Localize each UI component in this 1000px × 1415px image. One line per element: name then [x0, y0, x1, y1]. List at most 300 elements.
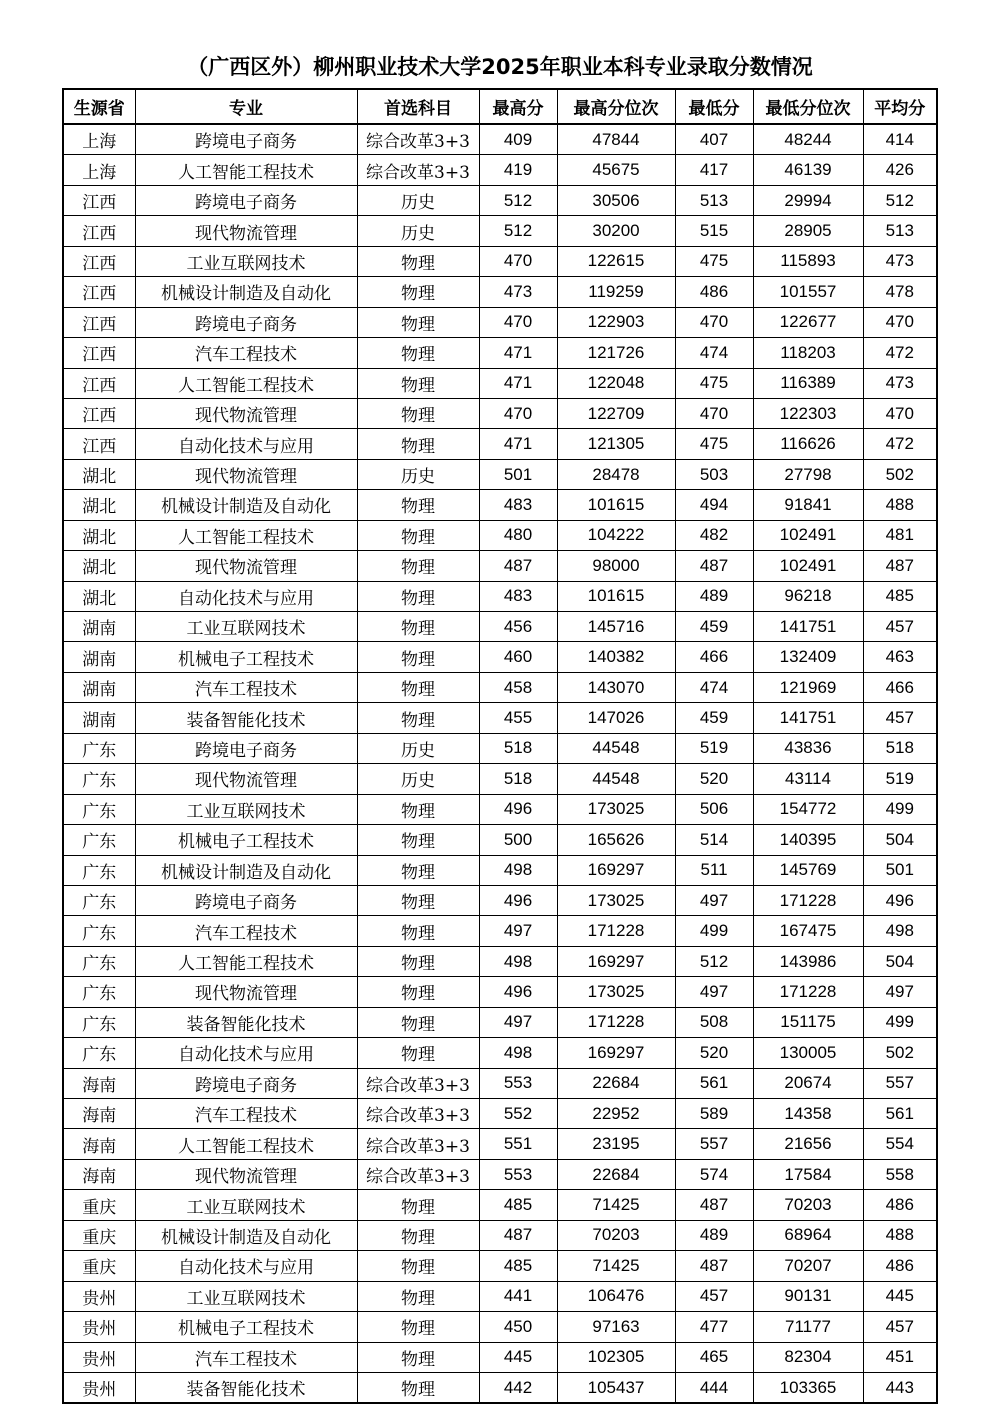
avg-score-cell: 473	[863, 368, 937, 398]
subject-cell: 综合改革3+3	[357, 124, 479, 155]
max-score-cell: 496	[479, 885, 557, 915]
province-cell: 贵州	[63, 1372, 135, 1403]
min-score-cell: 513	[675, 185, 753, 215]
min-rank-cell: 122677	[753, 307, 863, 337]
min-rank-cell: 20674	[753, 1068, 863, 1098]
column-header-max-rank: 最高分位次	[557, 89, 675, 124]
min-score-cell: 470	[675, 398, 753, 428]
max-rank-cell: 30506	[557, 185, 675, 215]
max-score-cell: 409	[479, 124, 557, 155]
province-cell: 广东	[63, 916, 135, 946]
max-score-cell: 483	[479, 490, 557, 520]
min-score-cell: 477	[675, 1312, 753, 1342]
admission-score-table	[62, 88, 938, 1404]
avg-score-cell: 497	[863, 977, 937, 1007]
major-cell: 工业互联网技术	[135, 246, 357, 276]
table-row	[63, 1342, 937, 1372]
max-score-cell: 498	[479, 946, 557, 976]
subject-cell: 综合改革3+3	[357, 155, 479, 185]
min-rank-cell: 21656	[753, 1129, 863, 1159]
avg-score-cell: 470	[863, 398, 937, 428]
province-cell: 广东	[63, 1007, 135, 1037]
major-cell: 现代物流管理	[135, 764, 357, 794]
subject-cell: 物理	[357, 977, 479, 1007]
avg-score-cell: 557	[863, 1068, 937, 1098]
province-cell: 广东	[63, 855, 135, 885]
min-rank-cell: 121969	[753, 672, 863, 702]
min-rank-cell: 130005	[753, 1038, 863, 1068]
min-score-cell: 503	[675, 459, 753, 489]
max-rank-cell: 169297	[557, 946, 675, 976]
max-score-cell: 500	[479, 825, 557, 855]
table-header-row	[63, 89, 937, 124]
min-rank-cell: 90131	[753, 1281, 863, 1311]
major-cell: 机械设计制造及自动化	[135, 855, 357, 885]
max-score-cell: 483	[479, 581, 557, 611]
province-cell: 湖南	[63, 672, 135, 702]
major-cell: 汽车工程技术	[135, 338, 357, 368]
min-rank-cell: 91841	[753, 490, 863, 520]
major-cell: 跨境电子商务	[135, 307, 357, 337]
max-score-cell: 487	[479, 1220, 557, 1250]
major-cell: 工业互联网技术	[135, 794, 357, 824]
min-score-cell: 444	[675, 1372, 753, 1403]
max-score-cell: 496	[479, 794, 557, 824]
province-cell: 湖北	[63, 459, 135, 489]
avg-score-cell: 501	[863, 855, 937, 885]
min-score-cell: 574	[675, 1159, 753, 1189]
avg-score-cell: 457	[863, 1312, 937, 1342]
subject-cell: 物理	[357, 490, 479, 520]
avg-score-cell: 518	[863, 733, 937, 763]
min-rank-cell: 17584	[753, 1159, 863, 1189]
subject-cell: 物理	[357, 338, 479, 368]
major-cell: 现代物流管理	[135, 216, 357, 246]
min-rank-cell: 43114	[753, 764, 863, 794]
major-cell: 自动化技术与应用	[135, 581, 357, 611]
max-rank-cell: 121305	[557, 429, 675, 459]
max-rank-cell: 22684	[557, 1068, 675, 1098]
avg-score-cell: 470	[863, 307, 937, 337]
min-rank-cell: 70203	[753, 1190, 863, 1220]
max-rank-cell: 22684	[557, 1159, 675, 1189]
min-rank-cell: 43836	[753, 733, 863, 763]
province-cell: 贵州	[63, 1312, 135, 1342]
province-cell: 湖北	[63, 551, 135, 581]
table-body	[63, 124, 937, 1403]
column-header-province: 生源省	[63, 89, 135, 124]
avg-score-cell: 512	[863, 185, 937, 215]
max-rank-cell: 122709	[557, 398, 675, 428]
province-cell: 广东	[63, 1038, 135, 1068]
subject-cell: 物理	[357, 672, 479, 702]
table-row	[63, 429, 937, 459]
province-cell: 广东	[63, 733, 135, 763]
min-score-cell: 512	[675, 946, 753, 976]
province-cell: 广东	[63, 885, 135, 915]
table-row	[63, 1068, 937, 1098]
major-cell: 机械设计制造及自动化	[135, 1220, 357, 1250]
max-score-cell: 480	[479, 520, 557, 550]
min-rank-cell: 96218	[753, 581, 863, 611]
min-score-cell: 459	[675, 703, 753, 733]
subject-cell: 历史	[357, 733, 479, 763]
major-cell: 人工智能工程技术	[135, 1129, 357, 1159]
min-score-cell: 487	[675, 551, 753, 581]
min-rank-cell: 132409	[753, 642, 863, 672]
province-cell: 江西	[63, 307, 135, 337]
table-row	[63, 216, 937, 246]
min-rank-cell: 143986	[753, 946, 863, 976]
table-row	[63, 764, 937, 794]
min-score-cell: 506	[675, 794, 753, 824]
min-rank-cell: 102491	[753, 520, 863, 550]
province-cell: 江西	[63, 429, 135, 459]
table-row	[63, 551, 937, 581]
min-score-cell: 457	[675, 1281, 753, 1311]
max-rank-cell: 173025	[557, 977, 675, 1007]
max-score-cell: 518	[479, 764, 557, 794]
avg-score-cell: 504	[863, 825, 937, 855]
major-cell: 现代物流管理	[135, 551, 357, 581]
column-header-min-rank: 最低分位次	[753, 89, 863, 124]
subject-cell: 物理	[357, 398, 479, 428]
min-score-cell: 520	[675, 764, 753, 794]
subject-cell: 物理	[357, 1281, 479, 1311]
max-rank-cell: 102305	[557, 1342, 675, 1372]
province-cell: 江西	[63, 398, 135, 428]
max-score-cell: 441	[479, 1281, 557, 1311]
column-header-avg-score: 平均分	[863, 89, 937, 124]
min-rank-cell: 27798	[753, 459, 863, 489]
major-cell: 装备智能化技术	[135, 1372, 357, 1403]
max-rank-cell: 98000	[557, 551, 675, 581]
min-rank-cell: 116389	[753, 368, 863, 398]
major-cell: 跨境电子商务	[135, 1068, 357, 1098]
column-header-subject: 首选科目	[357, 89, 479, 124]
major-cell: 汽车工程技术	[135, 672, 357, 702]
max-score-cell: 470	[479, 307, 557, 337]
avg-score-cell: 466	[863, 672, 937, 702]
avg-score-cell: 496	[863, 885, 937, 915]
max-score-cell: 553	[479, 1068, 557, 1098]
min-score-cell: 489	[675, 1220, 753, 1250]
subject-cell: 物理	[357, 916, 479, 946]
max-rank-cell: 122048	[557, 368, 675, 398]
min-rank-cell: 141751	[753, 612, 863, 642]
subject-cell: 物理	[357, 246, 479, 276]
avg-score-cell: 457	[863, 612, 937, 642]
subject-cell: 历史	[357, 764, 479, 794]
avg-score-cell: 478	[863, 277, 937, 307]
major-cell: 装备智能化技术	[135, 703, 357, 733]
avg-score-cell: 499	[863, 1007, 937, 1037]
max-rank-cell: 23195	[557, 1129, 675, 1159]
table-row	[63, 1251, 937, 1281]
subject-cell: 物理	[357, 1038, 479, 1068]
min-rank-cell: 103365	[753, 1372, 863, 1403]
max-rank-cell: 101615	[557, 581, 675, 611]
avg-score-cell: 445	[863, 1281, 937, 1311]
max-rank-cell: 122615	[557, 246, 675, 276]
min-score-cell: 459	[675, 612, 753, 642]
max-rank-cell: 105437	[557, 1372, 675, 1403]
province-cell: 江西	[63, 216, 135, 246]
max-rank-cell: 70203	[557, 1220, 675, 1250]
min-score-cell: 482	[675, 520, 753, 550]
max-score-cell: 553	[479, 1159, 557, 1189]
max-rank-cell: 44548	[557, 733, 675, 763]
min-score-cell: 486	[675, 277, 753, 307]
avg-score-cell: 513	[863, 216, 937, 246]
max-score-cell: 496	[479, 977, 557, 1007]
max-rank-cell: 101615	[557, 490, 675, 520]
max-rank-cell: 171228	[557, 916, 675, 946]
max-score-cell: 512	[479, 216, 557, 246]
max-score-cell: 498	[479, 855, 557, 885]
table-row	[63, 1038, 937, 1068]
major-cell: 跨境电子商务	[135, 185, 357, 215]
max-rank-cell: 169297	[557, 855, 675, 885]
avg-score-cell: 481	[863, 520, 937, 550]
max-rank-cell: 119259	[557, 277, 675, 307]
min-rank-cell: 122303	[753, 398, 863, 428]
province-cell: 上海	[63, 155, 135, 185]
min-score-cell: 497	[675, 885, 753, 915]
province-cell: 湖南	[63, 642, 135, 672]
province-cell: 海南	[63, 1159, 135, 1189]
table-row	[63, 398, 937, 428]
avg-score-cell: 504	[863, 946, 937, 976]
max-score-cell: 512	[479, 185, 557, 215]
max-rank-cell: 106476	[557, 1281, 675, 1311]
min-score-cell: 470	[675, 307, 753, 337]
max-score-cell: 419	[479, 155, 557, 185]
max-rank-cell: 45675	[557, 155, 675, 185]
min-rank-cell: 82304	[753, 1342, 863, 1372]
avg-score-cell: 472	[863, 338, 937, 368]
max-rank-cell: 71425	[557, 1190, 675, 1220]
min-score-cell: 475	[675, 429, 753, 459]
min-score-cell: 497	[675, 977, 753, 1007]
max-rank-cell: 30200	[557, 216, 675, 246]
max-score-cell: 450	[479, 1312, 557, 1342]
min-score-cell: 514	[675, 825, 753, 855]
table-row	[63, 155, 937, 185]
table-row	[63, 185, 937, 215]
avg-score-cell: 558	[863, 1159, 937, 1189]
max-score-cell: 501	[479, 459, 557, 489]
avg-score-cell: 488	[863, 1220, 937, 1250]
province-cell: 海南	[63, 1068, 135, 1098]
subject-cell: 物理	[357, 551, 479, 581]
column-header-max-score: 最高分	[479, 89, 557, 124]
max-score-cell: 485	[479, 1251, 557, 1281]
table-row	[63, 825, 937, 855]
table-row	[63, 1372, 937, 1403]
major-cell: 自动化技术与应用	[135, 1251, 357, 1281]
max-rank-cell: 140382	[557, 642, 675, 672]
max-score-cell: 458	[479, 672, 557, 702]
avg-score-cell: 473	[863, 246, 937, 276]
subject-cell: 物理	[357, 703, 479, 733]
max-score-cell: 498	[479, 1038, 557, 1068]
avg-score-cell: 498	[863, 916, 937, 946]
province-cell: 湖北	[63, 490, 135, 520]
min-score-cell: 589	[675, 1099, 753, 1129]
min-score-cell: 465	[675, 1342, 753, 1372]
max-rank-cell: 47844	[557, 124, 675, 155]
major-cell: 工业互联网技术	[135, 612, 357, 642]
table-row	[63, 1220, 937, 1250]
subject-cell: 物理	[357, 1007, 479, 1037]
min-score-cell: 475	[675, 246, 753, 276]
min-score-cell: 417	[675, 155, 753, 185]
min-rank-cell: 46139	[753, 155, 863, 185]
table-row	[63, 916, 937, 946]
major-cell: 人工智能工程技术	[135, 946, 357, 976]
avg-score-cell: 502	[863, 1038, 937, 1068]
subject-cell: 物理	[357, 1190, 479, 1220]
max-score-cell: 497	[479, 1007, 557, 1037]
avg-score-cell: 414	[863, 124, 937, 155]
province-cell: 江西	[63, 185, 135, 215]
province-cell: 江西	[63, 246, 135, 276]
max-score-cell: 473	[479, 277, 557, 307]
major-cell: 机械设计制造及自动化	[135, 490, 357, 520]
min-score-cell: 511	[675, 855, 753, 885]
subject-cell: 历史	[357, 459, 479, 489]
max-score-cell: 485	[479, 1190, 557, 1220]
province-cell: 湖南	[63, 612, 135, 642]
min-rank-cell: 145769	[753, 855, 863, 885]
avg-score-cell: 487	[863, 551, 937, 581]
column-header-major: 专业	[135, 89, 357, 124]
min-score-cell: 515	[675, 216, 753, 246]
avg-score-cell: 457	[863, 703, 937, 733]
province-cell: 湖南	[63, 703, 135, 733]
max-rank-cell: 173025	[557, 794, 675, 824]
avg-score-cell: 463	[863, 642, 937, 672]
min-rank-cell: 68964	[753, 1220, 863, 1250]
max-score-cell: 518	[479, 733, 557, 763]
province-cell: 贵州	[63, 1281, 135, 1311]
max-score-cell: 456	[479, 612, 557, 642]
max-rank-cell: 71425	[557, 1251, 675, 1281]
major-cell: 自动化技术与应用	[135, 429, 357, 459]
table-row	[63, 885, 937, 915]
max-rank-cell: 44548	[557, 764, 675, 794]
min-rank-cell: 29994	[753, 185, 863, 215]
min-rank-cell: 140395	[753, 825, 863, 855]
province-cell: 重庆	[63, 1251, 135, 1281]
table-row	[63, 277, 937, 307]
table-row	[63, 246, 937, 276]
min-rank-cell: 171228	[753, 885, 863, 915]
province-cell: 海南	[63, 1099, 135, 1129]
min-score-cell: 499	[675, 916, 753, 946]
table-row	[63, 1159, 937, 1189]
subject-cell: 物理	[357, 429, 479, 459]
major-cell: 汽车工程技术	[135, 916, 357, 946]
subject-cell: 物理	[357, 581, 479, 611]
table-row	[63, 124, 937, 155]
subject-cell: 物理	[357, 520, 479, 550]
table-row	[63, 612, 937, 642]
avg-score-cell: 554	[863, 1129, 937, 1159]
min-rank-cell: 70207	[753, 1251, 863, 1281]
table-row	[63, 703, 937, 733]
avg-score-cell: 485	[863, 581, 937, 611]
avg-score-cell: 502	[863, 459, 937, 489]
subject-cell: 物理	[357, 825, 479, 855]
major-cell: 现代物流管理	[135, 398, 357, 428]
subject-cell: 物理	[357, 1312, 479, 1342]
table-row	[63, 1007, 937, 1037]
max-rank-cell: 171228	[557, 1007, 675, 1037]
table-row	[63, 855, 937, 885]
subject-cell: 综合改革3+3	[357, 1099, 479, 1129]
table-row	[63, 368, 937, 398]
max-score-cell: 471	[479, 429, 557, 459]
max-rank-cell: 165626	[557, 825, 675, 855]
min-rank-cell: 167475	[753, 916, 863, 946]
max-score-cell: 455	[479, 703, 557, 733]
table-row	[63, 338, 937, 368]
min-score-cell: 466	[675, 642, 753, 672]
min-rank-cell: 171228	[753, 977, 863, 1007]
min-rank-cell: 101557	[753, 277, 863, 307]
province-cell: 江西	[63, 277, 135, 307]
min-score-cell: 474	[675, 338, 753, 368]
max-score-cell: 487	[479, 551, 557, 581]
avg-score-cell: 499	[863, 794, 937, 824]
min-rank-cell: 102491	[753, 551, 863, 581]
max-score-cell: 442	[479, 1372, 557, 1403]
table-row	[63, 520, 937, 550]
major-cell: 跨境电子商务	[135, 124, 357, 155]
subject-cell: 综合改革3+3	[357, 1068, 479, 1098]
subject-cell: 物理	[357, 855, 479, 885]
min-score-cell: 487	[675, 1190, 753, 1220]
subject-cell: 物理	[357, 885, 479, 915]
max-rank-cell: 28478	[557, 459, 675, 489]
province-cell: 湖北	[63, 520, 135, 550]
avg-score-cell: 486	[863, 1251, 937, 1281]
min-score-cell: 561	[675, 1068, 753, 1098]
major-cell: 机械电子工程技术	[135, 825, 357, 855]
page-title: （广西区外）柳州职业技术大学2025年职业本科专业录取分数情况	[187, 55, 813, 79]
province-cell: 广东	[63, 977, 135, 1007]
subject-cell: 物理	[357, 642, 479, 672]
max-score-cell: 445	[479, 1342, 557, 1372]
avg-score-cell: 488	[863, 490, 937, 520]
subject-cell: 物理	[357, 946, 479, 976]
min-rank-cell: 118203	[753, 338, 863, 368]
max-score-cell: 460	[479, 642, 557, 672]
avg-score-cell: 426	[863, 155, 937, 185]
min-score-cell: 475	[675, 368, 753, 398]
min-rank-cell: 14358	[753, 1099, 863, 1129]
province-cell: 江西	[63, 368, 135, 398]
max-rank-cell: 122903	[557, 307, 675, 337]
table-row	[63, 307, 937, 337]
major-cell: 现代物流管理	[135, 1159, 357, 1189]
major-cell: 汽车工程技术	[135, 1099, 357, 1129]
max-rank-cell: 97163	[557, 1312, 675, 1342]
major-cell: 机械电子工程技术	[135, 1312, 357, 1342]
major-cell: 现代物流管理	[135, 459, 357, 489]
